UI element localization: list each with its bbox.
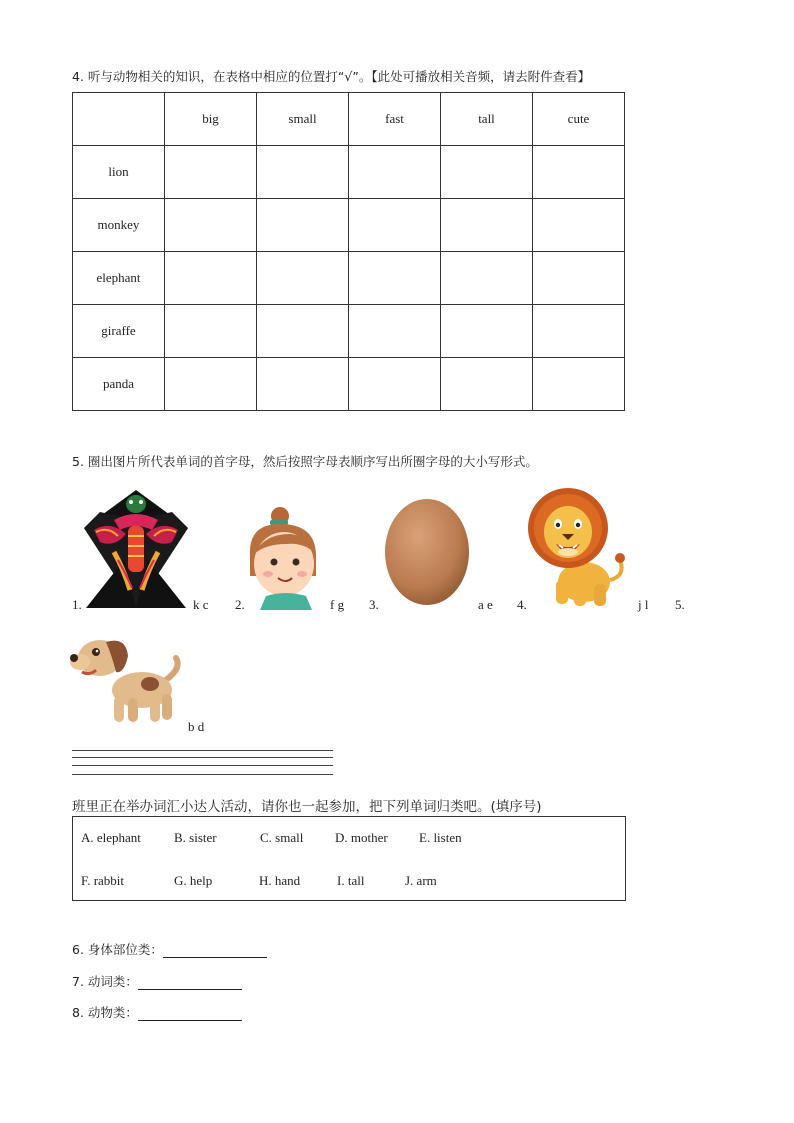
letter-options[interactable]: f g [330,597,345,612]
writing-line[interactable] [72,750,333,751]
dog-icon [70,628,184,728]
answer-cell[interactable] [257,358,349,411]
row-label: lion [73,146,165,199]
letter-options[interactable]: b d [188,719,205,734]
answer-cell[interactable] [533,146,625,199]
table-row [73,146,625,199]
word-option: B. sister [174,830,217,845]
row-label: elephant [73,252,165,305]
word-bank-box [72,816,626,901]
answer-cell[interactable] [533,199,625,252]
answer-cell[interactable] [441,252,533,305]
question-label: 6. 身体部位类： [72,942,163,957]
word-option: G. help [174,873,213,888]
answer-cell[interactable] [349,199,441,252]
answer-cell[interactable] [165,199,257,252]
lion-icon [526,484,626,608]
table-header-cell: small [257,93,349,146]
table-header-cell: fast [349,93,441,146]
word-option: D. mother [335,830,388,845]
table-header-cell: big [165,93,257,146]
letter-options[interactable]: j l [638,597,649,612]
word-option: J. arm [405,873,437,888]
answer-cell[interactable] [349,358,441,411]
writing-line[interactable] [72,757,333,758]
answer-cell[interactable] [257,305,349,358]
table-row [73,252,625,305]
word-option: C. small [260,830,304,845]
table-header-row [73,93,625,146]
answer-cell[interactable] [349,305,441,358]
answer-cell[interactable] [257,146,349,199]
word-option: H. hand [259,873,301,888]
answer-cell[interactable] [441,146,533,199]
word-option: E. listen [419,830,462,845]
answer-cell[interactable] [257,252,349,305]
answer-blank[interactable] [163,943,267,958]
answer-blank[interactable] [138,975,242,990]
vocab-intro: 班里正在举办词汇小达人活动，请你也一起参加，把下列单词归类吧。(填序号) [72,799,542,815]
answer-cell[interactable] [349,146,441,199]
answer-cell[interactable] [165,146,257,199]
table-row [73,358,625,411]
answer-cell[interactable] [349,252,441,305]
row-label: panda [73,358,165,411]
row-label: monkey [73,199,165,252]
answer-blank[interactable] [138,1006,242,1021]
answer-cell[interactable] [441,199,533,252]
item-number: 4. [517,597,527,612]
egg-icon [384,496,470,606]
answer-cell[interactable] [441,358,533,411]
question-6 [72,940,267,958]
table-header-cell: tall [441,93,533,146]
answer-cell[interactable] [165,358,257,411]
answer-cell[interactable] [533,305,625,358]
row-label: giraffe [73,305,165,358]
word-option: A. elephant [81,830,141,845]
animal-table [72,92,625,411]
answer-cell[interactable] [441,305,533,358]
question-8 [72,1003,242,1021]
q4-title: 4. 听与动物相关的知识，在表格中相应的位置打“√”。【此处可播放相关音频，请去附件查看】 [72,69,591,84]
word-option: I. tall [337,873,365,888]
table-header-cell [73,93,165,146]
letter-options[interactable]: k c [193,597,209,612]
question-label: 8. 动物类： [72,1005,138,1020]
kite-icon [84,490,188,608]
answer-cell[interactable] [533,252,625,305]
question-label: 7. 动词类： [72,974,138,989]
writing-line[interactable] [72,774,333,775]
answer-cell[interactable] [533,358,625,411]
answer-cell[interactable] [165,305,257,358]
table-row [73,305,625,358]
word-option: F. rabbit [81,873,125,888]
answer-cell[interactable] [257,199,349,252]
letter-options[interactable]: a e [478,597,493,612]
writing-line[interactable] [72,765,333,766]
table-header-cell: cute [533,93,625,146]
q5-title: 5. 圈出图片所代表单词的首字母，然后按照字母表顺序写出所圈字母的大小写形式。 [72,454,538,469]
item-number: 3. [369,597,379,612]
item-number: 2. [235,597,245,612]
table-row [73,199,625,252]
item-number: 1. [72,597,82,612]
question-7 [72,972,242,990]
answer-cell[interactable] [165,252,257,305]
item-number: 5. [675,597,685,612]
girl-icon [246,506,332,610]
